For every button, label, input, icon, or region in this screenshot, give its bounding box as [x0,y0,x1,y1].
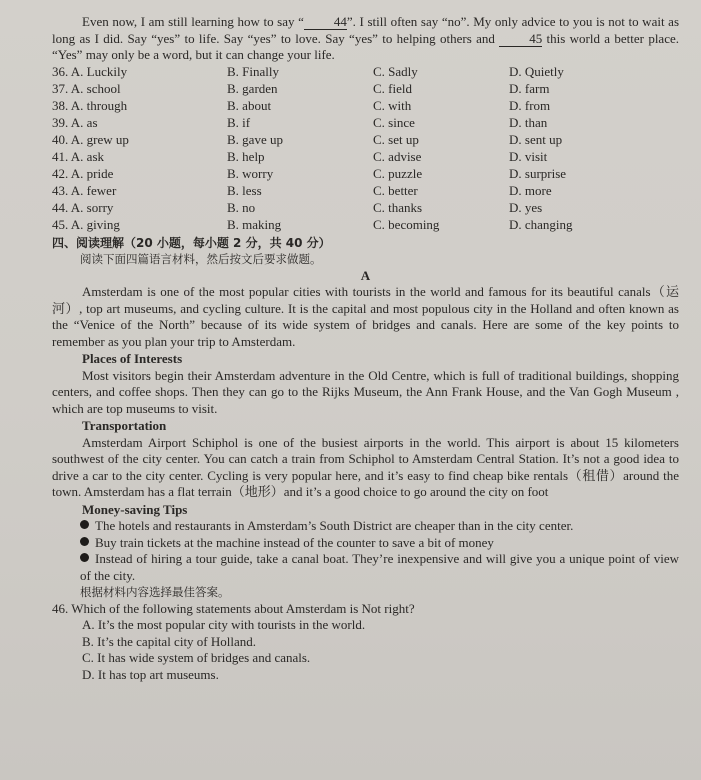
answer-option: D. It has top art museums. [82,666,219,682]
tip-text: Instead of hiring a tour guide, take a canal boat. They’re inexpensive and will give you a unique point of view of the city. [80,551,679,583]
option-text: A. school [70,80,121,96]
option-text: A. ask [70,148,105,164]
option-d: D. than [509,114,548,130]
option-a [52,132,227,149]
question-stem: Which of the following statements about Amsterdam is Not right? [71,600,415,616]
answer-option: A. It’s the most popular city with tourists in the world. [82,617,366,632]
option-d: D. surprise [509,165,567,181]
option-text: A. Luckily [70,63,128,79]
option-c: C. with [373,97,412,113]
option-d: D. yes [509,199,543,215]
option-text: A. fewer [70,182,117,198]
option-text: A. as [70,114,98,130]
option-a [52,217,227,234]
section-heading: 四、阅读理解（20 小题，每小题 2 分，共 40 分） [52,235,331,250]
option-row [52,64,679,81]
option-a [52,64,227,81]
option-c: C. field [373,80,412,96]
option-c: C. thanks [373,199,423,215]
section-instruction: 阅读下面四篇语言材料，然后按文后要求做题。 [80,252,322,266]
option-number: 40. [52,131,69,147]
option-row [52,166,679,183]
answer-option: B. It’s the capital city of Holland. [82,633,257,649]
option-number: 38. [52,97,69,113]
transport-text: Amsterdam Airport Schiphol is one of the busiest airports in the world. This airport is about 15 kilometers southwest of the city center. You can catch a train from Schiphol to Amsterdam Central Station. It’s not a good idea to drive a car to the city center. Cycling is very popular here, and it’s easy to find cheap bike rentals（租借）around the town. Amsterdam has a flat terrain（地形）and it’s a good choice to go around the city on foot [52,434,679,499]
option-b: B. if [227,114,251,130]
bullet-icon [80,553,89,562]
question-instruction: 根据材料内容选择最佳答案。 [80,585,230,599]
option-d: D. visit [509,148,548,164]
option-text: A. sorry [70,199,114,215]
option-number: 45. [52,216,69,232]
question-number: 46. [52,600,69,616]
option-number: 42. [52,165,69,181]
option-c: C. becoming [373,216,440,232]
option-a [52,115,227,132]
passage-text-1: Even now, I am still learning how to say “ [82,14,304,29]
transport-heading: Transportation [82,418,167,433]
option-a [52,81,227,98]
option-c: C. set up [373,131,419,147]
option-row [52,98,679,115]
passage-end-paragraph [52,14,679,64]
option-c: C. since [373,114,415,130]
option-number: 41. [52,148,69,164]
option-c: C. advise [373,148,422,164]
tip-item [52,518,679,535]
places-text: Most visitors begin their Amsterdam adventure in the Old Centre, which is full of traditional buildings, shopping centers, and coffee shops. Then they can go to the Rijks Museum, the Ann Frank House, and the Van Gogh Museum , which are top museums to visit. [52,367,679,416]
option-d: D. Quietly [509,63,564,79]
option-b: B. less [227,182,262,198]
tip-text: The hotels and restaurants in Amsterdam’s South District are cheaper than in the city center. [95,518,574,533]
bullet-icon [80,520,89,529]
option-d: D. changing [509,216,573,232]
option-d: D. sent up [509,131,563,147]
option-row [52,115,679,132]
option-b: B. help [227,148,265,164]
option-a [52,149,227,166]
places-heading: Places of Interests [82,351,183,366]
option-b: B. about [227,97,272,113]
option-b: B. Finally [227,63,280,79]
option-a [52,200,227,217]
passage-text-3: this world a better place. “Yes” may only be a word, but it can change your life. [52,30,679,62]
option-text: A. giving [70,216,120,232]
tip-item [52,551,679,584]
option-c: C. Sadly [373,63,418,79]
option-row [52,217,679,234]
tip-text: Buy train tickets at the machine instead of the counter to save a bit of money [95,534,494,550]
option-b: B. gave up [227,131,283,147]
tip-item [52,535,679,552]
question-46 [52,601,679,618]
option-b: B. no [227,199,256,215]
option-text: A. grew up [70,131,129,147]
passage-text-2: ”. I still often say “no”. My only advice to you is not to wait as long as I did. Say “yes” to life. Say “yes” to love. Say “yes” to helping others and [52,14,679,46]
blank-44: 44 [304,15,347,30]
option-b: B. making [227,216,282,232]
answer-option: C. It has wide system of bridges and canals. [82,650,311,665]
passage-letter: A [360,267,371,283]
options-table [52,64,679,234]
option-c: C. puzzle [373,165,423,181]
option-a [52,166,227,183]
option-text: A. pride [70,165,114,181]
option-number: 43. [52,182,69,198]
option-row [52,183,679,200]
option-row [52,200,679,217]
option-b: B. garden [227,80,278,96]
option-d: D. farm [509,80,550,96]
option-row [52,81,679,98]
option-a [52,98,227,115]
bullet-icon [80,537,89,546]
blank-45: 45 [499,32,542,47]
option-number: 37. [52,80,69,96]
option-row [52,132,679,149]
option-a [52,183,227,200]
option-row [52,149,679,166]
option-d: D. from [509,97,551,113]
option-number: 44. [52,199,69,215]
option-c: C. better [373,182,418,198]
option-number: 39. [52,114,69,130]
option-b: B. worry [227,165,274,181]
option-number: 36. [52,63,69,79]
article-intro: Amsterdam is one of the most popular cities with tourists in the world and famous for its beautiful canals（运河）, top art museums, and cycling culture. It is the capital and most populous city in the Holland and often known as the “Venice of the North” because of its wide system of bridges and canals. Here are some of the key points to remember as you plan your trip to Amsterdam. [52,284,679,349]
option-text: A. through [70,97,128,113]
tips-heading: Money-saving Tips [82,501,188,517]
option-d: D. more [509,182,552,198]
